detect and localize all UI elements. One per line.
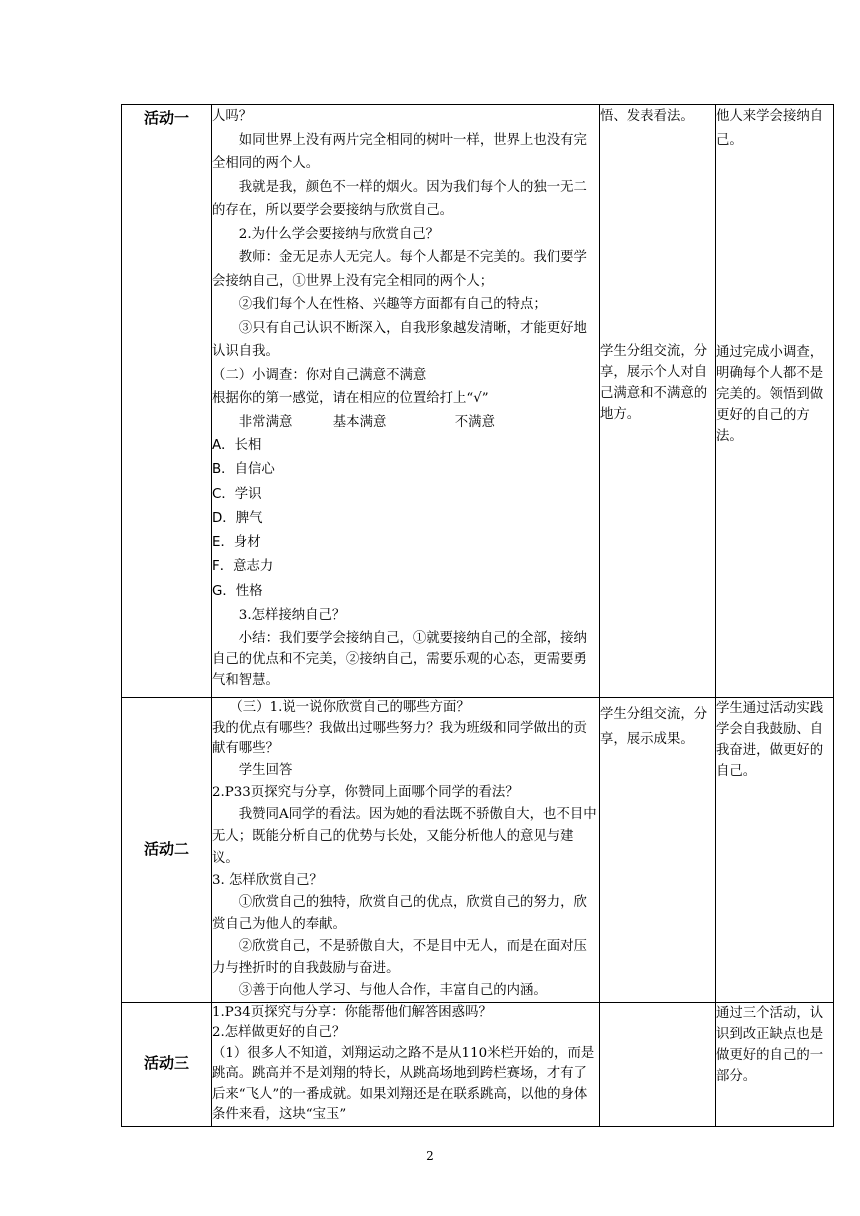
activity1-label: 活动一 bbox=[143, 109, 189, 127]
activity2-intent bbox=[716, 698, 834, 1003]
survey-item-a: A．长相 bbox=[212, 438, 262, 453]
a1-line-2: 我就是我，颜色不一样的烟火。因为我们每个人的独一无二的存在，所以要学会要接纳与欣赏自己。 bbox=[212, 179, 587, 218]
activity1-student bbox=[600, 105, 716, 698]
lesson-plan-table bbox=[121, 104, 834, 1127]
a1-student-mid: 学生分组交流，分享，展示个人对自己满意和不满意的地方。 bbox=[600, 343, 708, 422]
a1-line-1: 如同世界上没有两片完全相同的树叶一样，世界上也没有完全相同的两个人。 bbox=[212, 132, 587, 171]
a2-line-0: （三）1.说一说你欣赏自己的哪些方面？ bbox=[229, 700, 470, 715]
a3-line-0: 1.P34页探究与分享：你能帮他们解答困惑吗？ bbox=[212, 1004, 492, 1020]
a1-line-6: ③只有自己认识不断深入，自我形象越发清晰，才能更好地认识自我。 bbox=[212, 320, 587, 359]
activity3-content bbox=[212, 1002, 600, 1126]
activity3-label: 活动三 bbox=[143, 1054, 189, 1073]
a1-line-3: 2.为什么学会要接纳与欣赏自己？ bbox=[238, 226, 440, 242]
survey-col-1: 基本满意 bbox=[332, 414, 387, 430]
a2-line-2: 学生回答 bbox=[238, 762, 293, 778]
survey-col-2: 不满意 bbox=[454, 414, 495, 430]
a2-line-5: 3. 怎样欣赏自己？ bbox=[212, 872, 323, 888]
a2-intent: 学生通过活动实践学会自我鼓励、自我奋进，做更好的自己。 bbox=[716, 701, 824, 779]
survey-item-f: F．意志力 bbox=[212, 559, 274, 575]
activity3-label-cell bbox=[122, 1002, 212, 1126]
survey-item-e: E．身材 bbox=[212, 535, 261, 551]
a2-line-4: 我赞同A同学的看法。因为她的看法既不骄傲自大，也不目中无人；既能分析自己的优势与长处，又能分析他人的意见与建议。 bbox=[212, 806, 597, 866]
survey-columns bbox=[212, 411, 599, 435]
a1-intent-top: 他人来学会接纳自己。 bbox=[716, 109, 824, 148]
a2-line-7: ②欣赏自己，不是骄傲自大，不是目中无人，而是在面对压力与挫折时的自我鼓励与奋进。 bbox=[212, 938, 587, 976]
activity1-content bbox=[212, 105, 600, 698]
a2-line-6: ①欣赏自己的独特，欣赏自己的优点，欣赏自己的努力，欣赏自己为他人的奉献。 bbox=[212, 894, 587, 932]
survey-item-b: B．自信心 bbox=[212, 462, 275, 478]
a1-end-1: 小结：我们要学会接纳自己，①就要接纳自己的全部，接纳自己的优点和不完美，②接纳自己，需要乐观的心态，更需要勇气和智慧。 bbox=[212, 630, 587, 688]
a1-end-0: 3.怎样接纳自己？ bbox=[238, 608, 346, 624]
activity1-label-cell bbox=[122, 105, 212, 698]
a1-intent-mid: 通过完成小调查，明确每个人都不是完美的。领悟到做更好的自己的方法。 bbox=[716, 345, 824, 444]
activity3-student bbox=[600, 1002, 716, 1126]
a2-line-8: ③善于向他人学习、与他人合作，丰富自己的内涵。 bbox=[238, 982, 547, 998]
a2-line-3: 2.P33页探究与分享，你赞同上面哪个同学的看法？ bbox=[212, 784, 519, 800]
survey-col-0: 非常满意 bbox=[238, 414, 293, 430]
a1-line-7: （二）小调查：你对自己满意不满意 bbox=[212, 367, 427, 383]
activity1-row bbox=[122, 105, 834, 698]
activity3-intent bbox=[716, 1002, 834, 1126]
a2-student: 学生分组交流，分享，展示成果。 bbox=[600, 707, 708, 747]
activity2-student bbox=[600, 698, 716, 1003]
activity2-content bbox=[212, 698, 600, 1003]
survey-item-d: D．脾气 bbox=[212, 510, 263, 526]
activity3-row bbox=[122, 1002, 834, 1126]
activity2-label-cell bbox=[122, 698, 212, 1003]
a1-line-8: 根据你的第一感觉，请在相应的位置给打上“√” bbox=[212, 391, 489, 406]
survey-item-c: C．学识 bbox=[212, 486, 262, 502]
a1-line-5: ②我们每个人在性格、兴趣等方面都有自己的特点； bbox=[238, 297, 547, 312]
activity2-label: 活动二 bbox=[143, 840, 189, 858]
a1-student-top: 悟、发表看法。 bbox=[600, 109, 694, 124]
a3-intent: 通过三个活动，认识到改正缺点也是做更好的自己的一部分。 bbox=[716, 1005, 824, 1084]
survey-item-g: G．性格 bbox=[212, 583, 263, 599]
a1-line-0: 人吗？ bbox=[212, 109, 253, 124]
a2-line-1: 我的优点有哪些？我做出过哪些努力？我为班级和同学做出的贡献有哪些？ bbox=[212, 720, 587, 756]
a3-line-2: （1）很多人不知道，刘翔运动之路不是从110米栏开始的，而是跳高。跳高并不是刘翔的特长，从跳高场地到跨栏赛场，才有了后来“飞人”的一番成就。如果刘翔还是在联系跳高，以他的身体条件来看，这块“宝玉” bbox=[212, 1045, 595, 1122]
a1-line-4: 教师：金无足赤人无完人。每个人都是不完美的。我们要学会接纳自己，①世界上没有完全相同的两个人； bbox=[212, 250, 587, 289]
a3-line-1: 2.怎样做更好的自己？ bbox=[212, 1025, 346, 1040]
activity1-intent bbox=[716, 105, 834, 698]
activity2-row bbox=[122, 698, 834, 1003]
page-number: 2 bbox=[426, 1149, 434, 1163]
